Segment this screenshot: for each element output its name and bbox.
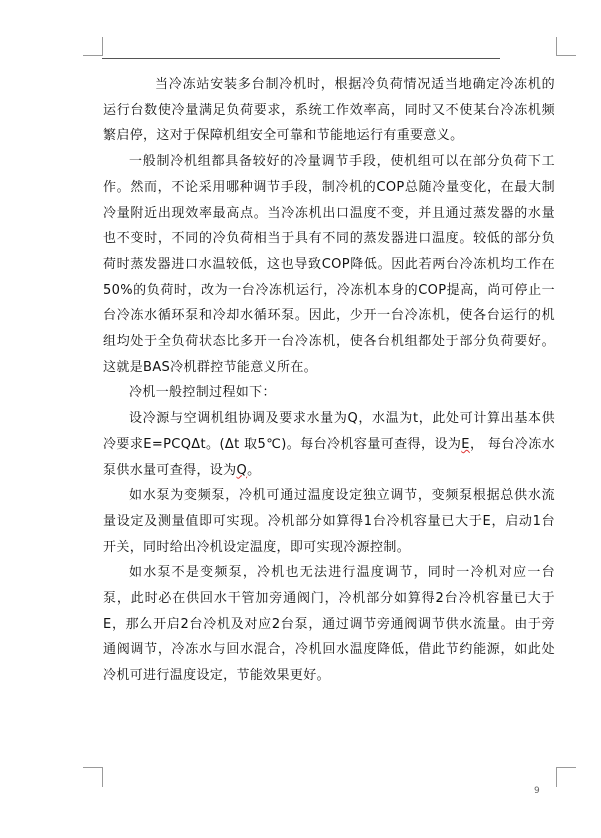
crop-mark-top-right-v <box>556 37 557 56</box>
spell-marked-text: Q <box>236 462 248 478</box>
spell-marked-text: E <box>461 436 470 452</box>
crop-mark-top-right-h <box>556 55 576 56</box>
header-rule <box>102 58 500 59</box>
paragraph-formula <box>103 406 555 483</box>
paragraph-text: 当冷冻站安装多台制冷机时，根据冷负荷情况适当地确定冷冻机的运行台数使冷量满足负荷要求，系统工作效率高，同时又不使某台冷冻机频繁启停，这对于保障机组安全可靠和节能地运行有重要意义。 <box>103 77 555 144</box>
paragraph-text: 如水泵为变频泵，冷机可通过温度设定独立调节，变频泵根据总供水流量设定及测量值即可实现。冷机部分如算得1台冷机容量已大于E，启动1台开关，同时给出冷机设定温度，即可实现冷源控制。 <box>103 488 555 555</box>
crop-mark-bottom-right-v <box>556 767 557 787</box>
crop-mark-bottom-right-h <box>556 767 576 768</box>
crop-mark-bottom-left-h <box>83 767 103 768</box>
paragraph-text: 。 <box>247 462 261 478</box>
crop-mark-bottom-left-v <box>102 767 103 787</box>
page-number: 9 <box>534 786 540 796</box>
paragraph-variable-pump <box>103 483 555 560</box>
paragraph-text: 一般制冷机组都具备较好的冷量调节手段，使机组可以在部分负荷下工作。然而，不论采用哪种调节手段，制冷机的COP总随冷量变化，在最大制冷量附近出现效率最高点。当冷冻机出口温度不变，并且通过蒸发器的水量也不变时，不同的冷负荷相当于具有不同的蒸发器进口温度。较低的部分负荷时蒸发器进口水温较低，这也导致COP降低。因此若两台冷冻机均工作在50%的负荷时，改为一台冷冻机运行，冷冻机本身的COP提高，尚可停止一台冷冻水循环泵和冷却水循环泵。因此，少开一台冷冻机，使各台运行的机组均处于全负荷状态比多开一台冷冻机，使各台机组都处于部分负荷要好。这就是BAS冷机群控节能意义所在。 <box>103 154 555 375</box>
paragraph-control-heading <box>103 380 555 406</box>
paragraph-text: 如水泵不是变频泵，冷机也无法进行温度调节，同时一冷机对应一台泵，此时必在供回水干管加旁通阀门，冷机部分如算得2台冷机容量已大于E，那么开启2台冷机及对应2台泵，通过调节旁通阀调节供水流量。由于旁通阀调节，冷冻水与回水混合，冷机回水温度降低，借此节约能源，如此处冷机可进行温度设定，节能效果更好。 <box>103 565 555 684</box>
paragraph-text: ， 每台冷冻水泵供水量可查得，设为 <box>103 436 555 478</box>
paragraph-intro <box>103 72 555 149</box>
paragraph-text: 冷机一般控制过程如下： <box>129 385 276 401</box>
paragraph-fixed-pump <box>103 560 555 689</box>
body-text <box>103 72 555 689</box>
crop-mark-top-left-h <box>83 55 103 56</box>
crop-mark-top-left-v <box>102 37 103 56</box>
paragraph-cop <box>103 149 555 380</box>
paragraph-text: 设冷源与空调机组协调及要求水量为Q，水温为t，此处可计算出基本供冷要求E=PCQΔt。(Δt 取5℃)。每台冷机容量可查得，设为 <box>103 411 555 452</box>
